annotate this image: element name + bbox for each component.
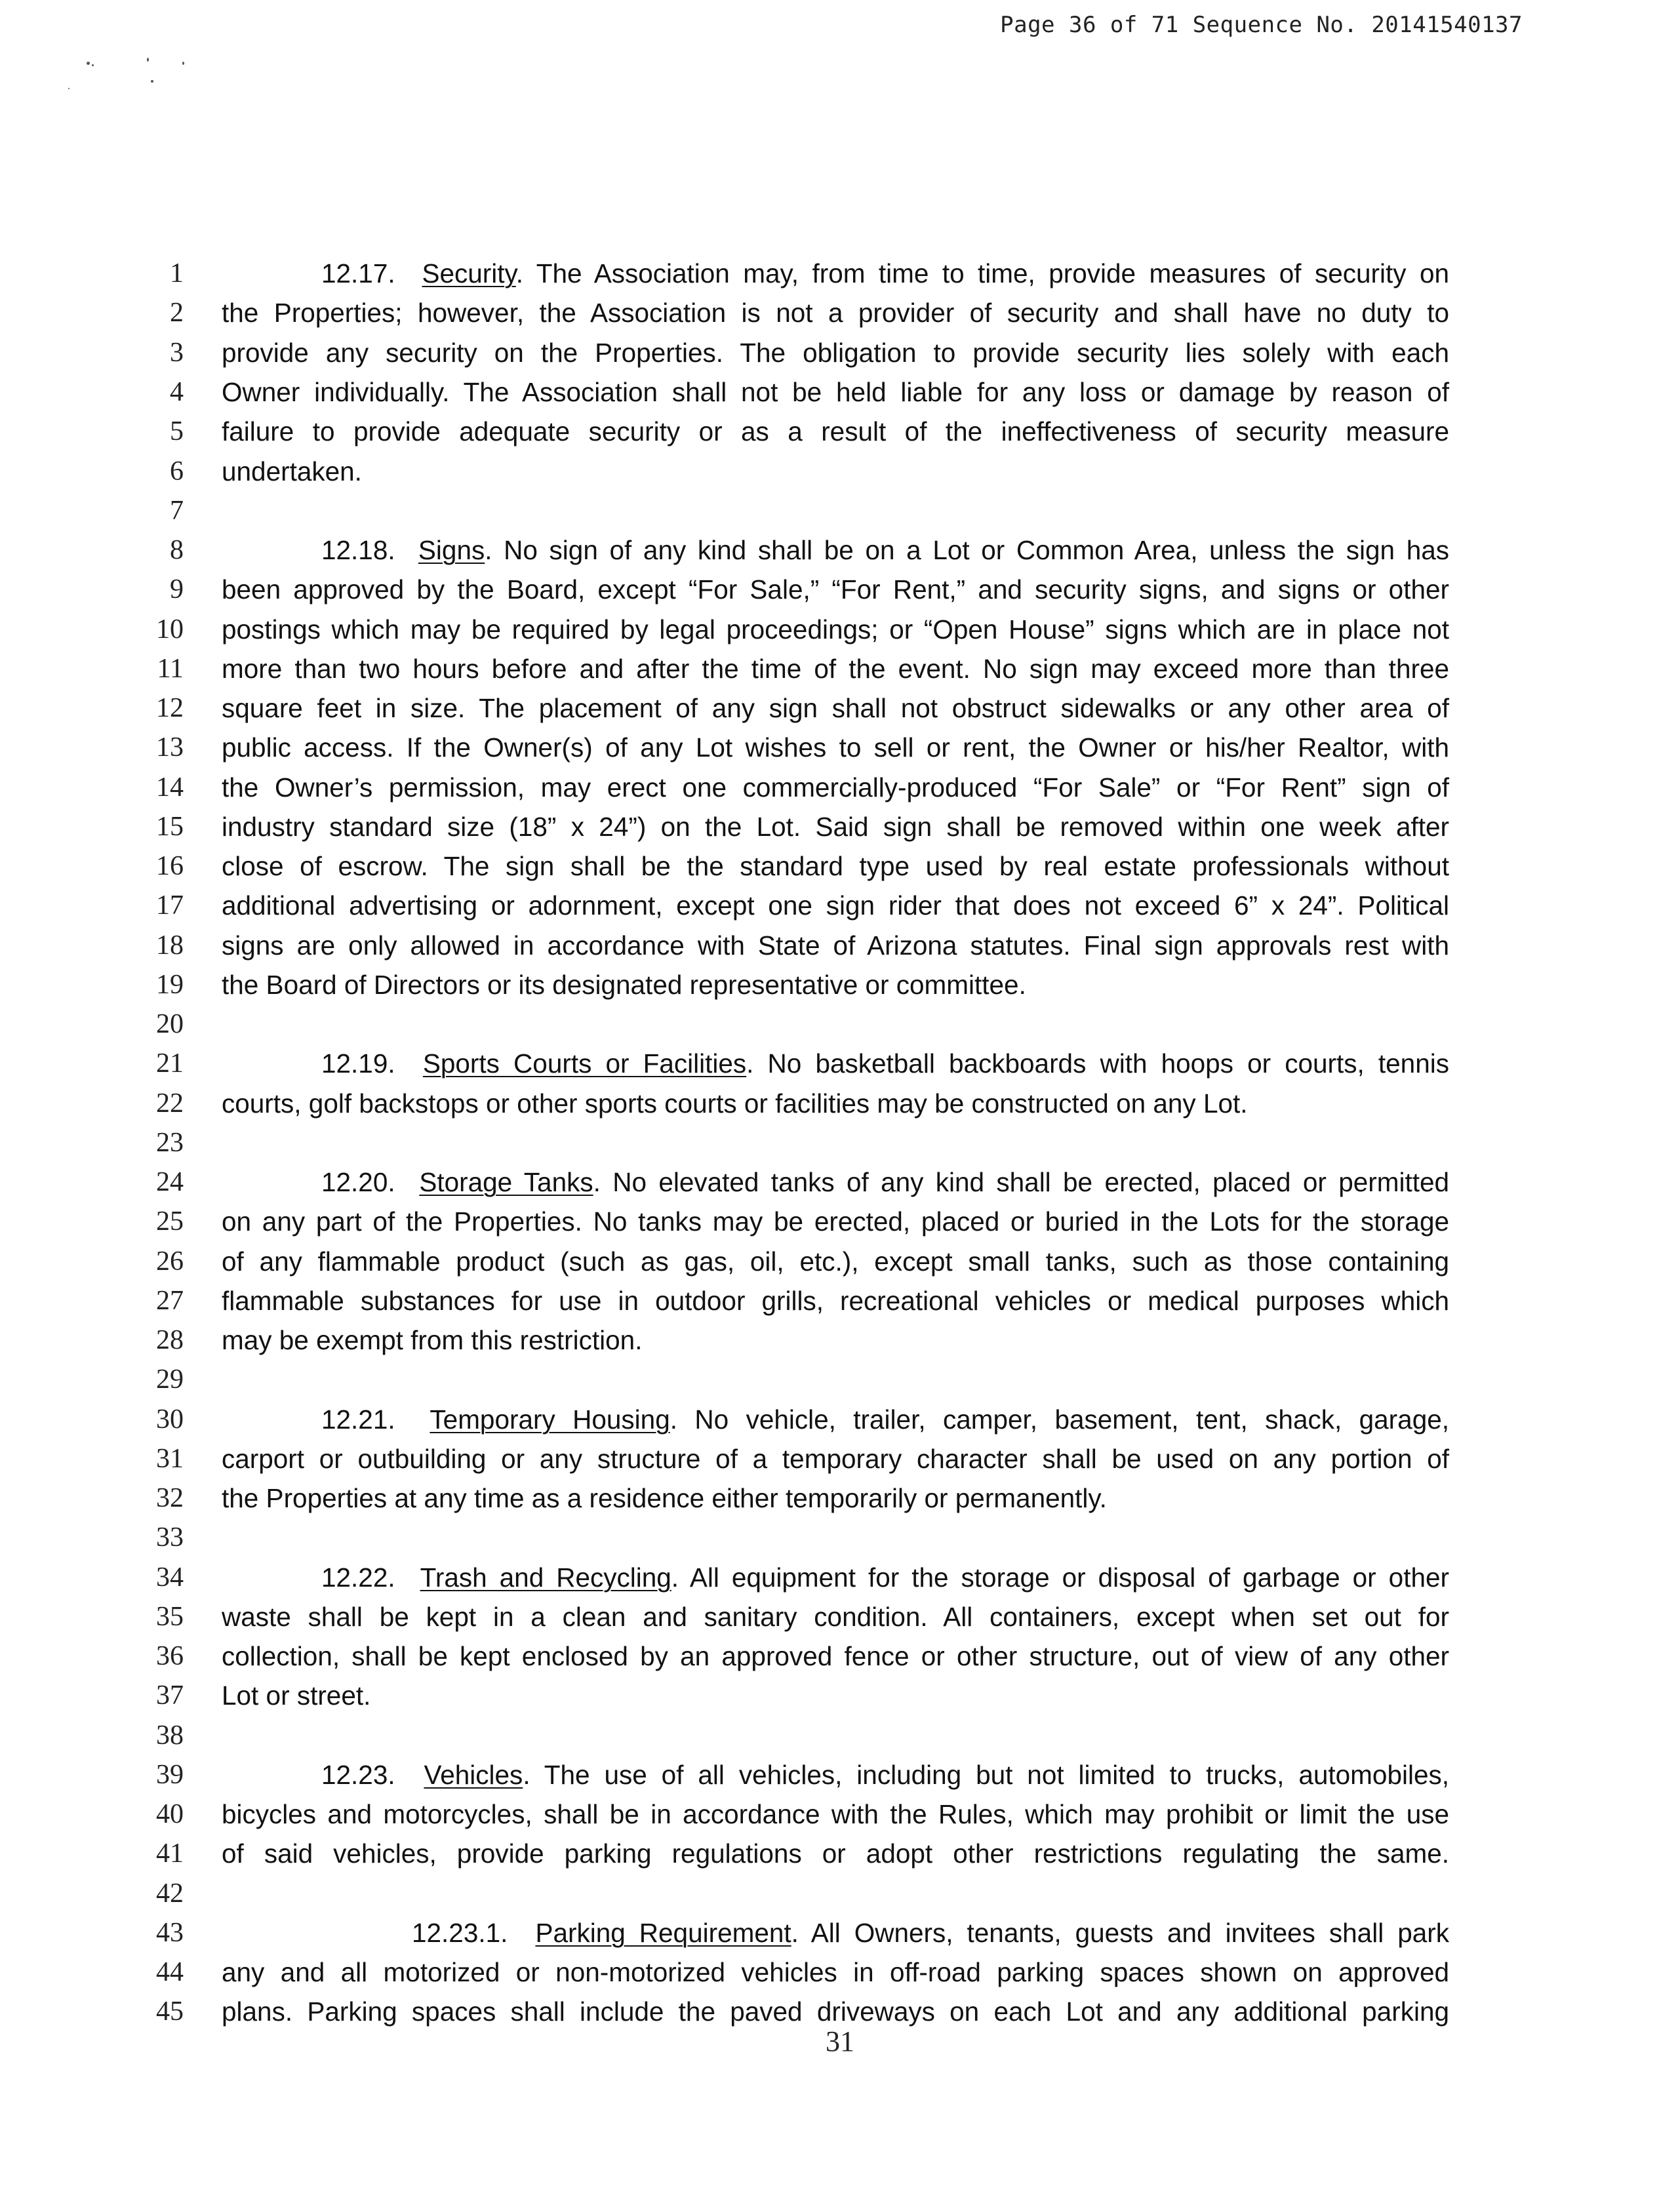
line-number: 10 (156, 614, 184, 644)
section-12-23-1-heading-line: 12.23.1. Parking Requirement. All Owners, tenants, guests and invitees shall park (412, 1918, 1450, 1948)
line-number: 42 (156, 1878, 184, 1909)
line-number: 12 (156, 693, 184, 723)
line-number: 41 (156, 1838, 184, 1869)
section-title-vehicles: Vehicles (424, 1760, 523, 1790)
text-line: undertaken. (222, 456, 362, 486)
text-line: signs are only allowed in accordance with State of Arizona statutes. Final sign approvals rest with (222, 930, 1449, 961)
section-title-parking-requirement: Parking Requirement (535, 1918, 791, 1948)
line-number: 13 (156, 732, 184, 763)
line-number: 20 (156, 1009, 184, 1039)
line-number: 37 (156, 1680, 184, 1711)
line-number: 6 (170, 456, 184, 486)
line-number: 8 (170, 535, 184, 565)
line-number: 24 (156, 1167, 184, 1197)
line-number: 11 (157, 654, 184, 684)
line-number: 36 (156, 1641, 184, 1671)
text-line: close of escrow. The sign shall be the standard type used by real estate professionals without (222, 851, 1449, 881)
text-line: bicycles and motorcycles, shall be in accordance with the Rules, which may prohibit or limit the use (222, 1799, 1449, 1829)
line-number: 39 (156, 1760, 184, 1790)
text-line: postings which may be required by legal proceedings; or “Open House” signs which are in place not (222, 614, 1449, 644)
line-number: 23 (156, 1128, 184, 1158)
line-number: 19 (156, 970, 184, 1000)
line-number: 18 (156, 930, 184, 961)
section-12-19-heading-line: 12.19. Sports Courts or Facilities. No basketball backboards with hoops or courts, tennis (321, 1048, 1449, 1079)
line-number: 30 (156, 1404, 184, 1435)
section-12-21-heading-line: 12.21. Temporary Housing. No vehicle, trailer, camper, basement, tent, shack, garage, (321, 1404, 1449, 1435)
line-number: 43 (156, 1918, 184, 1948)
line-number: 27 (156, 1286, 184, 1316)
line-number: 2 (170, 298, 184, 328)
line-number: 4 (170, 377, 184, 407)
text-line: waste shall be kept in a clean and sanitary condition. All containers, except when set out for (222, 1602, 1449, 1632)
text-line: the Owner’s permission, may erect one commercially-produced “For Sale” or “For Rent” sign of (222, 772, 1449, 803)
text-line: square feet in size. The placement of any sign shall not obstruct sidewalks or any other area of (222, 693, 1449, 723)
text-line: the Properties at any time as a residence either temporarily or permanently. (222, 1483, 1107, 1513)
text-line: been approved by the Board, except “For Sale,” “For Rent,” and security signs, and signs or other (222, 574, 1449, 605)
line-number: 33 (156, 1522, 184, 1553)
text-line: additional advertising or adornment, except one sign rider that does not exceed 6” x 24”. Political (222, 890, 1449, 921)
line-number: 14 (156, 772, 184, 803)
line-number: 9 (170, 574, 184, 605)
line-number: 25 (156, 1206, 184, 1237)
text-line: on any part of the Properties. No tanks may be erected, placed or buried in the Lots for the storage (222, 1206, 1449, 1237)
text-line: may be exempt from this restriction. (222, 1325, 643, 1355)
line-number: 44 (156, 1957, 184, 1987)
line-number: 15 (156, 812, 184, 842)
page-number: 31 (826, 2025, 854, 2057)
line-number: 7 (170, 496, 184, 526)
line-number: 26 (156, 1246, 184, 1277)
section-12-20-heading-line: 12.20. Storage Tanks. No elevated tanks of any kind shall be erected, placed or permitted (321, 1167, 1450, 1197)
line-number: 38 (156, 1720, 184, 1751)
text-line: public access. If the Owner(s) of any Lot wishes to sell or rent, the Owner or his/her Realtor, with (222, 732, 1449, 763)
line-number: 31 (156, 1444, 184, 1474)
text-line: failure to provide adequate security or as a result of the ineffectiveness of security measure (222, 416, 1449, 446)
line-number: 16 (156, 851, 184, 881)
text-line: carport or outbuilding or any structure of a temporary character shall be used on any portion of (222, 1444, 1449, 1474)
section-12-17-heading-line: 12.17. Security. The Association may, from time to time, provide measures of security on (321, 258, 1449, 288)
section-title-sports-courts: Sports Courts or Facilities (422, 1048, 747, 1079)
line-number: 40 (156, 1799, 184, 1829)
text-line: of any flammable product (such as gas, oil, etc.), except small tanks, such as those containing (222, 1246, 1449, 1277)
line-number: 29 (156, 1364, 184, 1395)
section-title-signs: Signs (418, 535, 485, 565)
text-line: industry standard size (18” x 24”) on the Lot. Said sign shall be removed within one week after (222, 812, 1449, 842)
section-12-23-heading-line: 12.23. Vehicles. The use of all vehicles, including but not limited to trucks, automobiles, (321, 1760, 1449, 1790)
section-title-security: Security (422, 258, 516, 288)
text-line: the Board of Directors or its designated representative or committee. (222, 970, 1026, 1000)
line-number: 34 (156, 1562, 184, 1593)
line-number: 1 (170, 258, 184, 288)
section-title-temporary-housing: Temporary Housing (430, 1404, 670, 1435)
line-number: 3 (170, 338, 184, 368)
text-line: provide any security on the Properties. The obligation to provide security lies solely with each (222, 338, 1449, 368)
line-number: 28 (156, 1325, 184, 1355)
line-number: 45 (156, 1996, 184, 2027)
line-number: 32 (156, 1483, 184, 1513)
line-number: 5 (170, 416, 184, 446)
text-line: more than two hours before and after the time of the event. No sign may exceed more than three (222, 654, 1449, 684)
text-line: flammable substances for use in outdoor grills, recreational vehicles or medical purposes which (222, 1286, 1449, 1316)
line-number: 17 (156, 890, 184, 921)
text-line: any and all motorized or non-motorized vehicles in off-road parking spaces shown on approved (222, 1957, 1449, 1987)
text-line: courts, golf backstops or other sports courts or facilities may be constructed on any Lot. (222, 1088, 1248, 1119)
page-header: Page 36 of 71 Sequence No. 20141540137 (1000, 12, 1523, 38)
text-line: collection, shall be kept enclosed by an approved fence or other structure, out of view of any other (222, 1641, 1449, 1671)
text-line: Owner individually. The Association shall not be held liable for any loss or damage by reason of (222, 377, 1449, 407)
section-12-22-heading-line: 12.22. Trash and Recycling. All equipment for the storage or disposal of garbage or other (321, 1562, 1449, 1593)
section-title-trash-recycling: Trash and Recycling (420, 1562, 671, 1593)
line-number: 35 (156, 1602, 184, 1632)
text-line: Lot or street. (222, 1680, 371, 1711)
text-line: of said vehicles, provide parking regulations or adopt other restrictions regulating the same. (222, 1838, 1449, 1869)
section-title-storage-tanks: Storage Tanks (419, 1167, 593, 1197)
text-line: the Properties; however, the Association is not a provider of security and shall have no duty to (222, 298, 1449, 328)
line-number: 22 (156, 1088, 184, 1119)
line-number: 21 (156, 1048, 184, 1079)
section-12-18-heading-line: 12.18. Signs. No sign of any kind shall be on a Lot or Common Area, unless the sign has (321, 535, 1450, 565)
text-line: plans. Parking spaces shall include the paved driveways on each Lot and any additional parking (222, 1996, 1449, 2027)
